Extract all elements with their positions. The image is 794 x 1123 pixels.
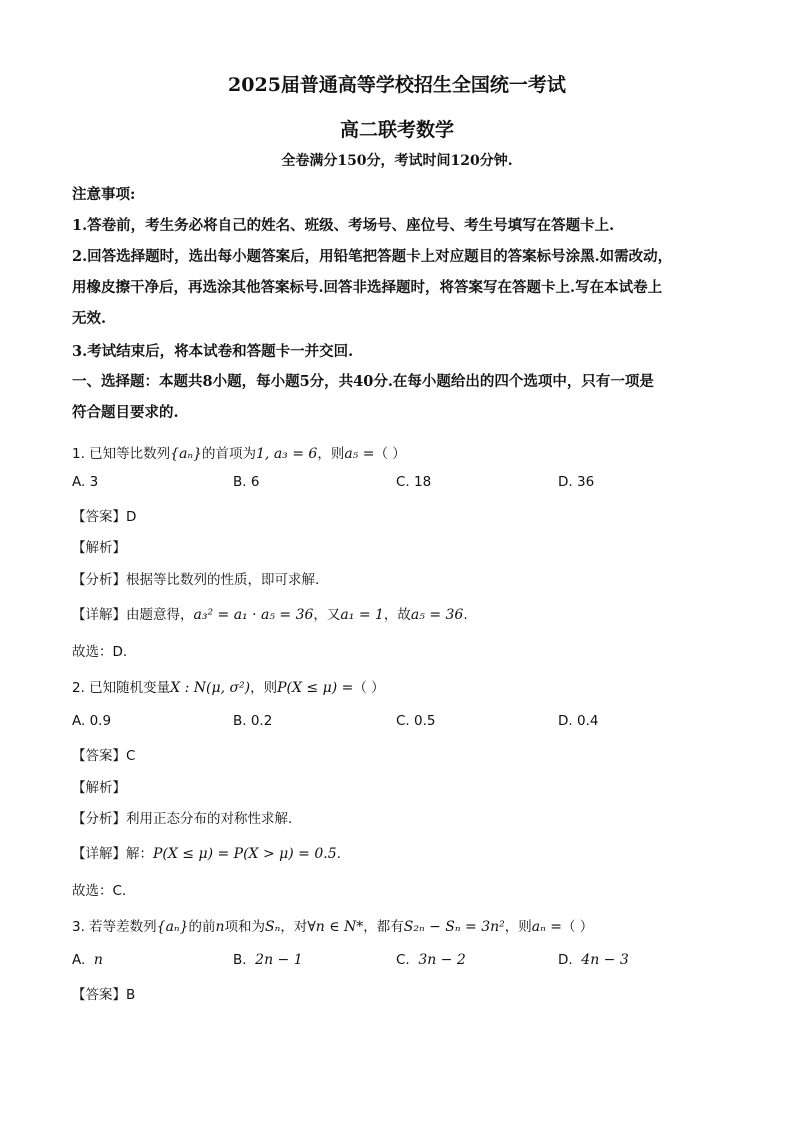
q2-answer: 【答案】C [72,748,136,764]
q1-option-c: C. 18 [396,474,432,490]
q3-stem-c: 项和为 [224,919,266,935]
q1-detail [72,603,468,623]
q3-math-s: Sₙ [265,919,281,935]
q3-option-a-label: A. [72,952,86,968]
q2-analysis-tag: 【解析】 [72,780,126,796]
question-2-stem [72,676,385,696]
q1-detail-d: . [463,607,468,623]
q1-math-seq: {aₙ} [170,446,203,462]
q2-math-ask: P(X ≤ μ) = [277,680,354,696]
q2-detail-a: 【详解】解： [72,846,153,862]
q2-option-a: A. 0.9 [72,713,112,729]
section-1-line-1: 一、选择题：本题共8小题，每小题5分，共40分.在每小题给出的四个选项中，只有一项是 [72,373,654,390]
q1-answer: 【答案】D [72,509,137,525]
q3-option-a-math: n [93,952,103,968]
q1-stem-a: 1. 已知等比数列 [72,446,171,462]
exam-info: 全卷满分150分，考试时间120分钟. [281,153,513,169]
q1-fenxi: 【分析】根据等比数列的性质，即可求解. [72,572,320,588]
q1-detail-a: 【详解】由题意得， [72,607,194,623]
question-3-stem [72,915,593,935]
q2-conclusion: 故选：C. [72,883,127,899]
q2-math-var: X : N(μ, σ²) [170,680,251,696]
exam-subtitle: 高二联考数学 [339,119,454,141]
q3-option-b-label: B. [233,952,247,968]
q1-option-b: B. 6 [233,474,260,490]
q2-detail-b: . [336,846,341,862]
notes-heading: 注意事项: [72,186,136,203]
section-1-line-2: 符合题目要求的. [72,404,179,421]
q1-conclusion: 故选：D. [72,644,128,660]
q3-math-forall: ∀n ∈ N* [307,919,364,935]
q1-detail-math-2: a₁ = 1 [340,607,384,623]
q1-detail-math-1: a₃² = a₁ · a₅ = 36 [193,607,314,623]
q1-detail-c: ，故 [383,607,411,623]
q1-math-ask: a₅ = [344,446,375,462]
q3-stem-e: ，都有 [363,919,404,935]
q1-option-a: A. 3 [72,474,99,490]
q2-stem-c: （ ） [353,680,385,696]
q3-option-c [396,952,466,968]
q2-detail [72,842,341,862]
q3-math-ask: aₙ = [531,919,562,935]
q3-option-d-label: D. [558,952,573,968]
q3-answer: 【答案】B [72,987,136,1003]
q1-stem-b: 的首项为 [202,446,257,462]
q1-detail-b: ，又 [313,607,341,623]
q3-stem-a: 3. 若等差数列 [72,919,157,935]
q3-option-d [558,952,629,968]
note-item-3: 3.考试结束后，将本试卷和答题卡一并交回. [72,343,354,360]
q3-option-c-math: 3n − 2 [418,952,466,968]
q3-option-d-math: 4n − 3 [581,952,629,968]
note-item-2-line-3: 无效. [72,310,107,327]
question-1-stem [72,442,406,462]
note-item-2-line-2: 用橡皮擦干净后，再选涂其他答案标号.回答非选择题时，将答案写在答题卡上.写在本试卷上 [72,279,663,296]
q2-detail-math: P(X ≤ μ) = P(X > μ) = 0.5 [153,846,337,862]
q3-math-cond: S₂ₙ − Sₙ = 3n² [403,919,505,935]
q3-option-b [233,952,303,968]
q2-stem-b: ，则 [250,680,278,696]
q3-stem-f: ，则 [504,919,532,935]
q1-math-cond: 1, a₃ = 6 [256,446,318,462]
q2-fenxi: 【分析】利用正态分布的对称性求解. [72,811,293,827]
q1-stem-c: ，则 [317,446,345,462]
q2-stem-a: 2. 已知随机变量 [72,680,171,696]
q2-option-b: B. 0.2 [233,713,273,729]
q3-math-seq: {aₙ} [156,919,189,935]
q1-stem-d: （ ） [374,446,406,462]
q3-stem-g: （ ） [561,919,594,935]
q2-option-c: C. 0.5 [396,713,436,729]
q1-detail-math-3: a₅ = 36 [410,607,464,623]
q3-stem-b: 的前 [188,919,216,935]
note-item-1: 1.答卷前，考生务必将自己的姓名、班级、考场号、座位号、考生号填写在答题卡上. [72,217,615,234]
q3-stem-d: ，对 [280,919,308,935]
q2-option-d: D. 0.4 [558,713,599,729]
exam-title: 2025届普通高等学校招生全国统一考试 [228,74,566,96]
q1-analysis-tag: 【解析】 [72,540,126,556]
q3-option-c-label: C. [396,952,410,968]
q3-math-n: n [215,919,225,935]
q3-option-a [72,952,103,968]
q1-option-d: D. 36 [558,474,595,490]
q3-option-b-math: 2n − 1 [255,952,303,968]
note-item-2-line-1: 2.回答选择题时，选出每小题答案后，用铅笔把答题卡上对应题目的答案标号涂黑.如需改动， [72,248,673,265]
